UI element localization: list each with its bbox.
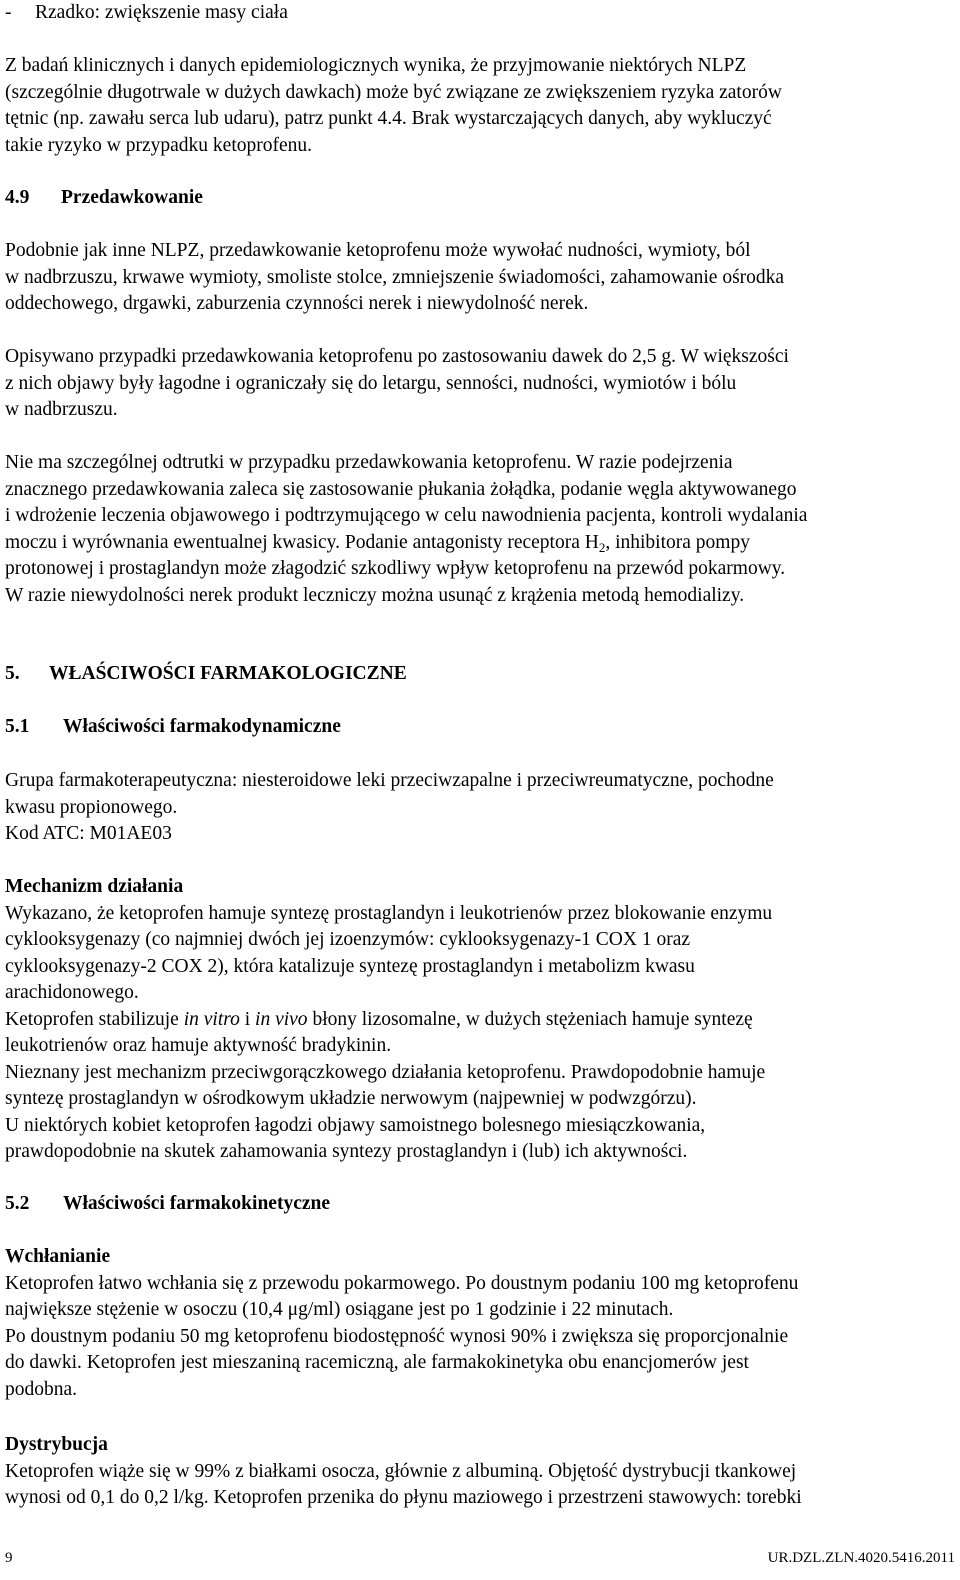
text-line: cyklooksygenazy-2 COX 2), która katalizuje syntezę prostaglandyn i metabolizm kwasu — [5, 955, 695, 977]
text-line: Grupa farmakoterapeutyczna: niesteroidowe leki przeciwzapalne i przeciwreumatyczne, pochodne — [5, 770, 774, 791]
text-line: Po doustnym podaniu 50 mg ketoprofenu biodostępność wynosi 90% i zwiększa się proporcjonalnie — [5, 1325, 789, 1347]
text-line: kwasu propionowego. — [5, 796, 178, 818]
text-line: protonowej i prostaglandyn może złagodzić szkodliwy wpływ ketoprofenu na przewód pokarmowy. — [5, 558, 786, 579]
text-line: (szczególnie długotrwale w dużych dawkach) może być związane ze zwiększeniem ryzyka zatorów — [5, 81, 782, 103]
text-line: syntezę prostaglandyn w ośrodkowym układzie nerwowym (najpewniej w podwzgórzu). — [5, 1088, 697, 1109]
text-line: podobna. — [5, 1378, 78, 1400]
bullet-item — [5, 0, 955, 27]
text-line: Z badań klinicznych i danych epidemiologicznych wynika, że przyjmowanie niektórych NLPZ — [5, 55, 747, 76]
text-line: Ketoprofen wiąże się w 99% z białkami osocza, głównie z albuminą. Objętość dystrybucji tkankowej — [5, 1460, 797, 1482]
atc-code: Kod ATC: M01AE03 — [5, 823, 172, 844]
pharmacotherapeutic-group — [5, 768, 955, 848]
text-line: leukotrienów oraz hamuje aktywność bradykinin. — [5, 1035, 392, 1056]
text-line: z nich objawy były łagodne i ograniczały się do letargu, senności, nudności, wymiotów i bólu — [5, 372, 737, 394]
section-title: Właściwości farmakodynamiczne — [63, 716, 341, 737]
subheading: Mechanizm działania — [5, 876, 184, 897]
text-line: największe stężenie w osoczu (10,4 μg/ml) osiągane jest po 1 godzinie i 22 minutach. — [5, 1299, 674, 1320]
text-segment: , inhibitora pompy — [605, 531, 750, 553]
text-line: tętnic (np. zawału serca lub udaru), patrz punkt 4.4. Brak wystarczających danych, aby wykluczyć — [5, 108, 772, 129]
mechanism-section — [5, 874, 955, 1166]
text-line: Opisywano przypadki przedawkowania ketoprofenu po zastosowaniu dawek do 2,5 g. W większości — [5, 346, 789, 367]
italic-term: in vitro — [183, 1008, 240, 1030]
text-line: i wdrożenie leczenia objawowego i podtrzymującego w celu nawodnienia pacjenta, kontroli wydalania — [5, 505, 808, 526]
text-line: Wykazano, że ketoprofen hamuje syntezę prostaglandyn i leukotrienów przez blokowanie enzymu — [5, 902, 773, 924]
subheading: Dystrybucja — [5, 1434, 108, 1455]
subheading: Wchłanianie — [5, 1246, 111, 1267]
text-line — [5, 530, 955, 557]
text-line: Nie ma szczególnej odtrutki w przypadku przedawkowania ketoprofenu. W razie podejrzenia — [5, 452, 733, 473]
text-line: w nadbrzuszu. — [5, 399, 118, 420]
section-heading-5-1 — [5, 714, 955, 741]
text-line: znacznego przedawkowania zaleca się zastosowanie płukania żołądka, podanie węgla aktywowanego — [5, 478, 797, 500]
distribution-section — [5, 1432, 955, 1512]
text-segment: moczu i wyrównania ewentualnej kwasicy. Podanie antagonisty receptora H — [5, 531, 599, 553]
bullet-dash: - — [5, 2, 12, 23]
bullet-text: Rzadko: zwiększenie masy ciała — [35, 2, 288, 23]
text-line: Ketoprofen łatwo wchłania się z przewodu pokarmowego. Po doustnym podaniu 100 mg ketoprofenu — [5, 1272, 799, 1294]
subscript: 2 — [598, 539, 606, 555]
page-number: 9 — [5, 1550, 13, 1566]
text-line: cyklooksygenazy (co najmniej dwóch jej izoenzymów: cyklooksygenazy-1 COX 1 oraz — [5, 929, 691, 950]
italic-term: in vivo — [255, 1008, 308, 1030]
section-title: Przedawkowanie — [61, 187, 203, 208]
text-segment: i — [239, 1008, 256, 1030]
text-line: takie ryzyko w przypadku ketoprofenu. — [5, 134, 313, 156]
overdose-paragraph-3 — [5, 450, 955, 609]
section-number: 5. — [5, 663, 20, 684]
section-heading-4-9 — [5, 185, 955, 212]
section-heading-5-2 — [5, 1191, 955, 1218]
text-line: Nieznany jest mechanizm przeciwgorączkowego działania ketoprofenu. Prawdopodobnie hamuje — [5, 1061, 766, 1083]
overdose-paragraph-1 — [5, 238, 955, 318]
section-number: 5.2 — [5, 1193, 30, 1214]
document-code: UR.DZL.ZLN.4020.5416.2011 — [767, 1550, 955, 1566]
text-line: wynosi od 0,1 do 0,2 l/kg. Ketoprofen przenika do płynu maziowego i przestrzeni stawowych: torebki — [5, 1487, 802, 1508]
text-line: oddechowego, drgawki, zaburzenia czynności nerek i niewydolność nerek. — [5, 293, 589, 314]
text-line: U niektórych kobiet ketoprofen łagodzi objawy samoistnego bolesnego miesiączkowania, — [5, 1114, 706, 1136]
text-line: Podobnie jak inne NLPZ, przedawkowanie ketoprofenu może wywołać nudności, wymioty, ból — [5, 240, 751, 261]
intro-paragraph — [5, 53, 955, 159]
section-title: Właściwości farmakokinetyczne — [63, 1193, 331, 1214]
text-line: prawdopodobnie na skutek zahamowania syntezy prostaglandyn i (lub) ich aktywności. — [5, 1141, 688, 1162]
text-line: w nadbrzuszu, krwawe wymioty, smoliste stolce, zmniejszenie świadomości, zahamowanie ośrodka — [5, 266, 785, 288]
absorption-section — [5, 1244, 955, 1403]
text-line: do dawki. Ketoprofen jest mieszaniną racemiczną, ale farmakokinetyka obu enancjomerów jest — [5, 1352, 749, 1373]
section-number: 5.1 — [5, 716, 30, 737]
section-heading-5 — [5, 661, 955, 688]
text-segment: Ketoprofen stabilizuje — [5, 1008, 184, 1030]
text-line — [5, 1007, 955, 1034]
text-line: arachidonowego. — [5, 982, 139, 1003]
section-number: 4.9 — [5, 187, 30, 208]
section-title: WŁAŚCIWOŚCI FARMAKOLOGICZNE — [49, 663, 407, 684]
overdose-paragraph-2 — [5, 344, 955, 424]
text-segment: błony lizosomalne, w dużych stężeniach hamuje syntezę — [307, 1008, 753, 1030]
text-line: W razie niewydolności nerek produkt leczniczy można usunąć z krążenia metodą hemodializy. — [5, 584, 745, 606]
